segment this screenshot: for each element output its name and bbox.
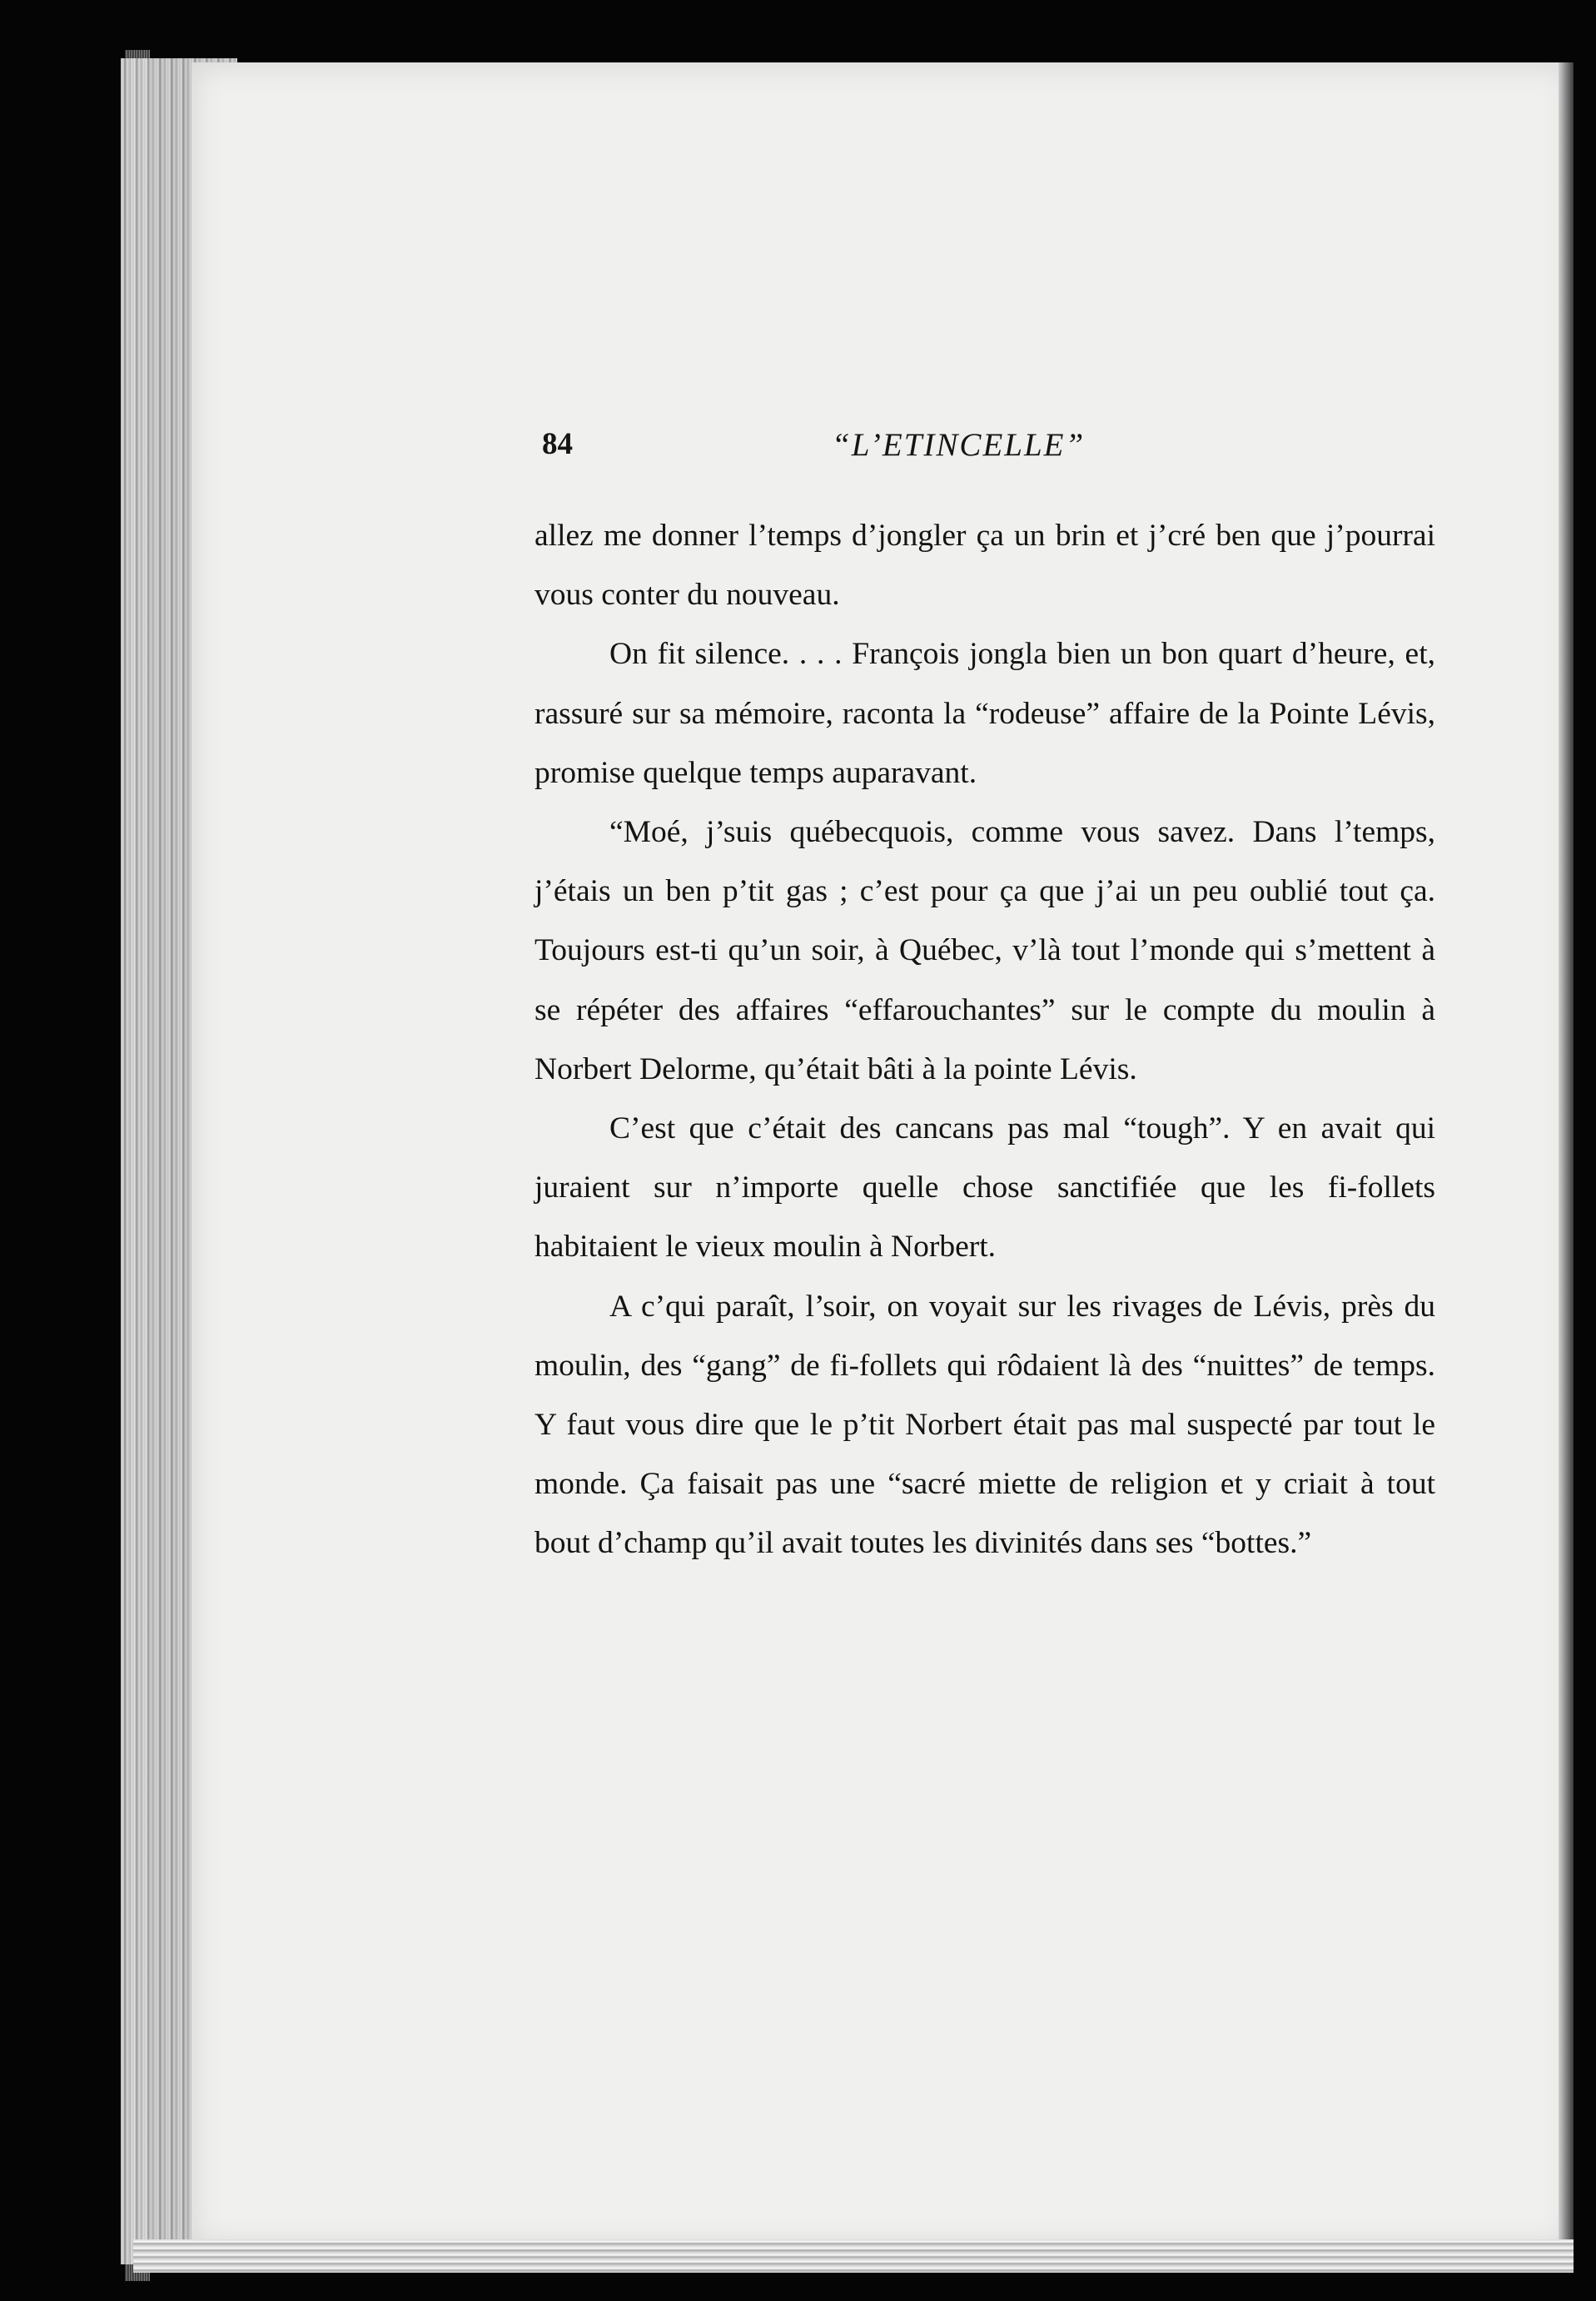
page-right-edge <box>1559 62 1574 2260</box>
paragraph: C’est que c’était des cancans pas mal “tough”. Y en avait qui juraient sur n’importe quelle chose sanctifiée que les fi-follets habitaient le vieux moulin à Norbert. <box>534 1111 1435 1265</box>
paragraph: On fit silence. . . . François jongla bien un bon quart d’heure, et, rassuré sur sa mémoire, raconta la “rodeuse” affaire de la Pointe Lévis, promise quelque temps auparavant. <box>534 637 1435 790</box>
running-header <box>542 426 1458 476</box>
running-title: “L’ETINCELLE” <box>832 427 1086 463</box>
page-bottom-edge <box>133 2239 1574 2273</box>
paragraph: allez me donner l’temps d’jongler ça un brin et j’cré ben que j’pourrai vous conter du nouveau. <box>534 519 1435 613</box>
paragraph: “Moé, j’suis québecquois, comme vous savez. Dans l’temps, j’étais un ben p’tit gas ; c’est pour ça que j’ai un peu oublié tout ça. Toujours est-ti qu’un soir, à Québec, v’là tout l’monde qui s’mettent à se répéter des affaires “effarouchantes” sur le compte du moulin à Norbert Delorme, qu’était bâti à la pointe Lévis. <box>534 815 1435 1086</box>
page-number: 84 <box>542 427 573 461</box>
paragraph: A c’qui paraît, l’soir, on voyait sur les rivages de Lévis, près du moulin, des “gang” de fi-follets qui rôdaient là des “nuittes” de temps. Y faut vous dire que le p’tit Norbert était pas mal suspecté par tout le monde. Ça faisait pas une “sacré miette de religion et y criait à tout bout d’champ qu’il avait toutes les divinités dans ses “bottes.” <box>534 1289 1435 1561</box>
body-text <box>534 506 1435 1573</box>
